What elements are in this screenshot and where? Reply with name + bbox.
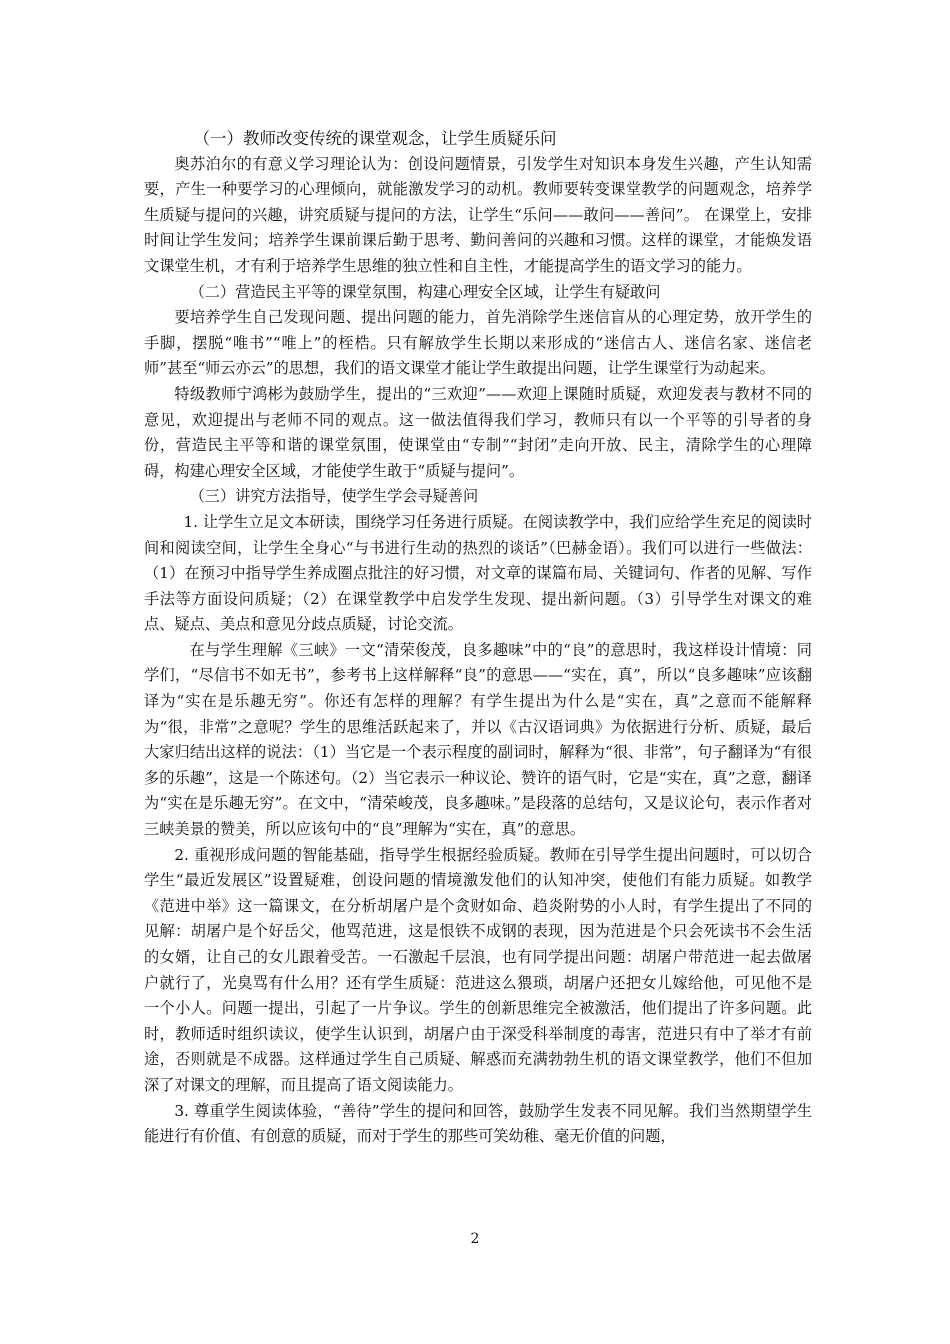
paragraph: 3. 尊重学生阅读体验，“善待”学生的提问和回答，鼓励学生发表不同见解。我们当然期望学生能进行有价值、有创意的质疑，而对于学生的那些可笑幼稚、毫无价值的问题，	[144, 1101, 812, 1146]
page-number: 2	[470, 1231, 480, 1247]
section-heading-1: （一）教师改变传统的课堂观念，让学生质疑乐问	[193, 129, 557, 148]
paragraph: 在与学生理解《三峡》一文“清荣俊茂，良多趣味”中的“良”的意思时，我这样设计情境：同学们，“尽信书不如无书”，参考书上这样解释“良”的意思——“实在，真”，所以“良多趣味”应该翻译为“实在是乐趣无穷”。你还有怎样的理解？有学生提出为什么是“实在，真”之意而不能解释为“很，非常”之意呢？学生的思维活跃起来了，并以《古汉语词典》为依据进行分析、质疑，最后大家归结出这样的说法：（1）当它是一个表示程度的副词时，解释为“很、非常”，句子翻译为“有很多的乐趣”，这是一个陈述句。（2）当它表示一种议论、赞许的语气时，它是“实在，真”之意，翻译为“实在是乐趣无穷”。在文中，“清荣峻茂，良多趣味。”是段落的总结句，又是议论句，表示作者对三峡美景的赞美，所以应该句中的“良”理解为“实在，真”的意思。	[144, 640, 812, 839]
document-body	[144, 126, 812, 1150]
paragraph: 特级教师宁鸿彬为鼓励学生，提出的“三欢迎”——欢迎上课随时质疑，欢迎发表与教材不同的意见，欢迎提出与老师不同的观点。这一做法值得我们学习，教师只有以一个平等的引导者的身份，营造民主平等和谐的课堂氛围，使课堂由“专制”“封闭”走向开放、民主，清除学生的心理障碍，构建心理安全区域，才能使学生敢于“质疑与提问”。	[144, 384, 812, 480]
paragraph: 要培养学生自己发现问题、提出问题的能力，首先消除学生迷信盲从的心理定势，放开学生的手脚，摆脱“唯书”“唯上”的桎梏。只有解放学生长期以来形成的“迷信古人、迷信名家、迷信老师”甚至“师云亦云”的思想，我们的语文课堂才能让学生敢提出问题，让学生课堂行为动起来。	[144, 308, 812, 378]
paragraph: 2. 重视形成问题的智能基础，指导学生根据经验质疑。教师在引导学生提出问题时，可以切合学生“最近发展区”设置疑难，创设问题的情境激发他们的认知冲突，使他们有能力质疑。如教学《范进中举》这一篇课文，在分析胡屠户是个贪财如命、趋炎附势的小人时，有学生提出了不同的见解：胡屠户是个好岳父，他骂范进，这是恨铁不成钢的表现，因为范进是个只会死读书不会生活的女婿，让自己的女儿跟着受苦。一石激起千层浪，也有同学提出问题：胡屠户带范进一起去做屠户就行了，光臭骂有什么用？还有学生质疑：范进这么猥琐，胡屠户还把女儿嫁给他，可见他不是一个小人。问题一提出，引起了一片争议。学生的创新思维完全被激活，他们提出了许多问题。此时，教师适时组织读议，使学生认识到，胡屠户由于深受科举制度的毒害，范进只有中了举才有前途，否则就是不成器。这样通过学生自己质疑、解惑而充满勃勃生机的语文课堂教学，他们不但加深了对课文的理解，而且提高了语文阅读能力。	[144, 845, 812, 1094]
section-heading-3: （三）讲究方法指导，使学生学会寻疑善问	[189, 487, 479, 506]
section-heading-2: （二）营造民主平等的课堂氛围，构建心理安全区域，让学生有疑敢问	[189, 282, 661, 301]
paragraph: 奥苏泊尔的有意义学习理论认为：创设问题情景，引发学生对知识本身发生兴趣，产生认知需要，产生一种要学习的心理倾向，就能激发学习的动机。教师要转变课堂教学的问题观念，培养学生质疑与提问的兴趣，讲究质疑与提问的方法，让学生“乐问——敢问——善问”。 在课堂上，安排时间让学生发问；培养学生课前课后勤于思考、勤问善问的兴趣和习惯。这样的课堂，才能焕发语文课堂生机，才有利于培养学生思维的独立性和自主性，才能提高学生的语文学习的能力。	[144, 154, 812, 275]
paragraph: 1. 让学生立足文本研读，围绕学习任务进行质疑。在阅读教学中，我们应给学生充足的阅读时间和阅读空间，让学生全身心“与书进行生动的热烈的谈话”（巴赫金语）。我们可以进行一些做法：（1）在预习中指导学生养成圈点批注的好习惯，对文章的谋篇布局、关键词句、作者的见解、写作手法等方面设问质疑；（2）在课堂教学中启发学生发现、提出新问题。（3）引导学生对课文的难点、疑点、美点和意见分歧点质疑，讨论交流。	[144, 512, 812, 634]
